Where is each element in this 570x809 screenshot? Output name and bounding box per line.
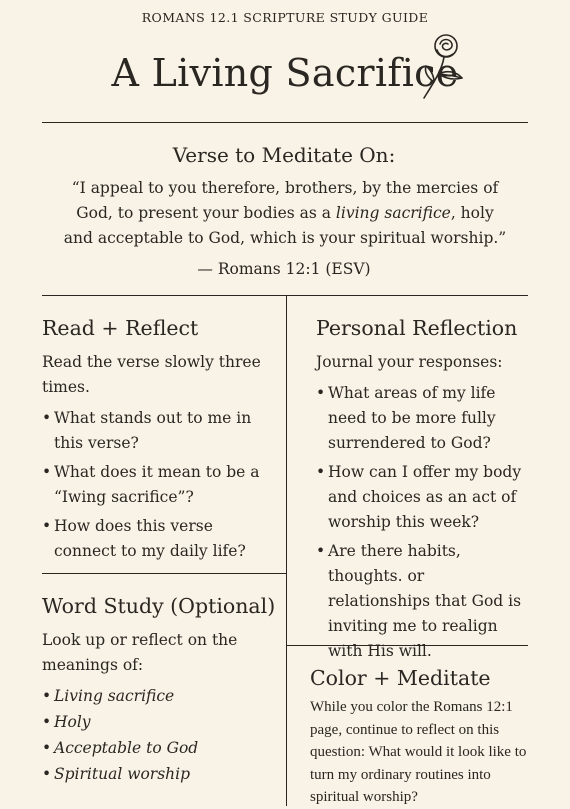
bullet: • bbox=[42, 463, 52, 481]
word-study-section bbox=[42, 592, 278, 788]
personal-reflection-intro: Journal your responses: bbox=[316, 353, 503, 371]
verse-reference: — Romans 12:1 (ESV) bbox=[197, 260, 371, 278]
bullet: • bbox=[42, 765, 52, 783]
read-reflect-section bbox=[42, 314, 278, 568]
list-item-text: What stands out to me in this verse? bbox=[54, 409, 252, 452]
left-section-divider bbox=[42, 573, 286, 574]
verse-text-part: “I appeal to you therefore, brothers, by the mercies of God, to present your bodies as a bbox=[71, 179, 499, 222]
bullet: • bbox=[316, 384, 326, 402]
list-item bbox=[316, 381, 530, 456]
read-reflect-list bbox=[42, 406, 278, 564]
personal-reflection-title: Personal Reflection bbox=[316, 316, 518, 340]
list-item bbox=[316, 460, 530, 535]
bullet: • bbox=[42, 517, 52, 535]
list-item-text: How does this verse connect to my daily life? bbox=[54, 517, 246, 560]
list-item-text: Acceptable to God bbox=[54, 739, 199, 757]
bullet: • bbox=[42, 687, 52, 705]
list-item bbox=[42, 684, 278, 709]
bullet: • bbox=[316, 542, 326, 560]
list-item-text: What areas of my life need to be more fully surrendered to God? bbox=[328, 384, 496, 452]
list-item-text: Spiritual worship bbox=[54, 765, 191, 783]
color-meditate-title: Color + Meditate bbox=[310, 666, 491, 690]
personal-reflection-section bbox=[316, 314, 530, 668]
bullet: • bbox=[42, 713, 52, 731]
personal-reflection-list bbox=[316, 381, 530, 664]
header-divider bbox=[42, 122, 528, 123]
list-item-text: Holy bbox=[54, 713, 91, 731]
page-title: A Living Sacrifice bbox=[111, 51, 459, 95]
word-study-title: Word Study (Optional) bbox=[42, 594, 276, 618]
list-item-text: How can I offer my body and choices as an act of worship this week? bbox=[328, 463, 522, 531]
verse-italic-phrase: living sacrifice bbox=[335, 204, 451, 222]
list-item bbox=[42, 736, 278, 761]
verse-text bbox=[60, 176, 510, 251]
verse-heading: Verse to Meditate On: bbox=[172, 143, 396, 167]
bullet: • bbox=[42, 409, 52, 427]
word-study-list bbox=[42, 684, 278, 787]
read-reflect-intro: Read the verse slowly three times. bbox=[42, 353, 261, 396]
list-item bbox=[42, 406, 278, 456]
list-item bbox=[42, 762, 278, 787]
list-item bbox=[42, 460, 278, 510]
list-item bbox=[42, 514, 278, 564]
list-item bbox=[316, 539, 530, 664]
guide-label: ROMANS 12.1 SCRIPTURE STUDY GUIDE bbox=[141, 10, 429, 25]
color-meditate-text: While you color the Romans 12:1 page, continue to reflect on this question: What would it look like to turn my ordinary routines into spiritual worship? bbox=[310, 699, 527, 806]
verse-text-part: , holy and acceptable to God, which is your spiritual worship.” bbox=[63, 204, 507, 247]
column-divider bbox=[286, 295, 287, 806]
verse-divider bbox=[42, 295, 528, 296]
rose-icon bbox=[420, 30, 468, 102]
list-item-text: Living sacrifice bbox=[54, 687, 175, 705]
list-item-text: What does it mean to be a “Iwing sacrifice”? bbox=[54, 463, 260, 506]
color-meditate-section bbox=[310, 664, 540, 809]
bullet: • bbox=[316, 463, 326, 481]
list-item bbox=[42, 710, 278, 735]
read-reflect-title: Read + Reflect bbox=[42, 316, 199, 340]
bullet: • bbox=[42, 739, 52, 757]
list-item-text: Are there habits, thoughts. or relationships that God is inviting me to realign with His will. bbox=[328, 542, 522, 660]
word-study-intro: Look up or reflect on the meanings of: bbox=[42, 631, 238, 674]
